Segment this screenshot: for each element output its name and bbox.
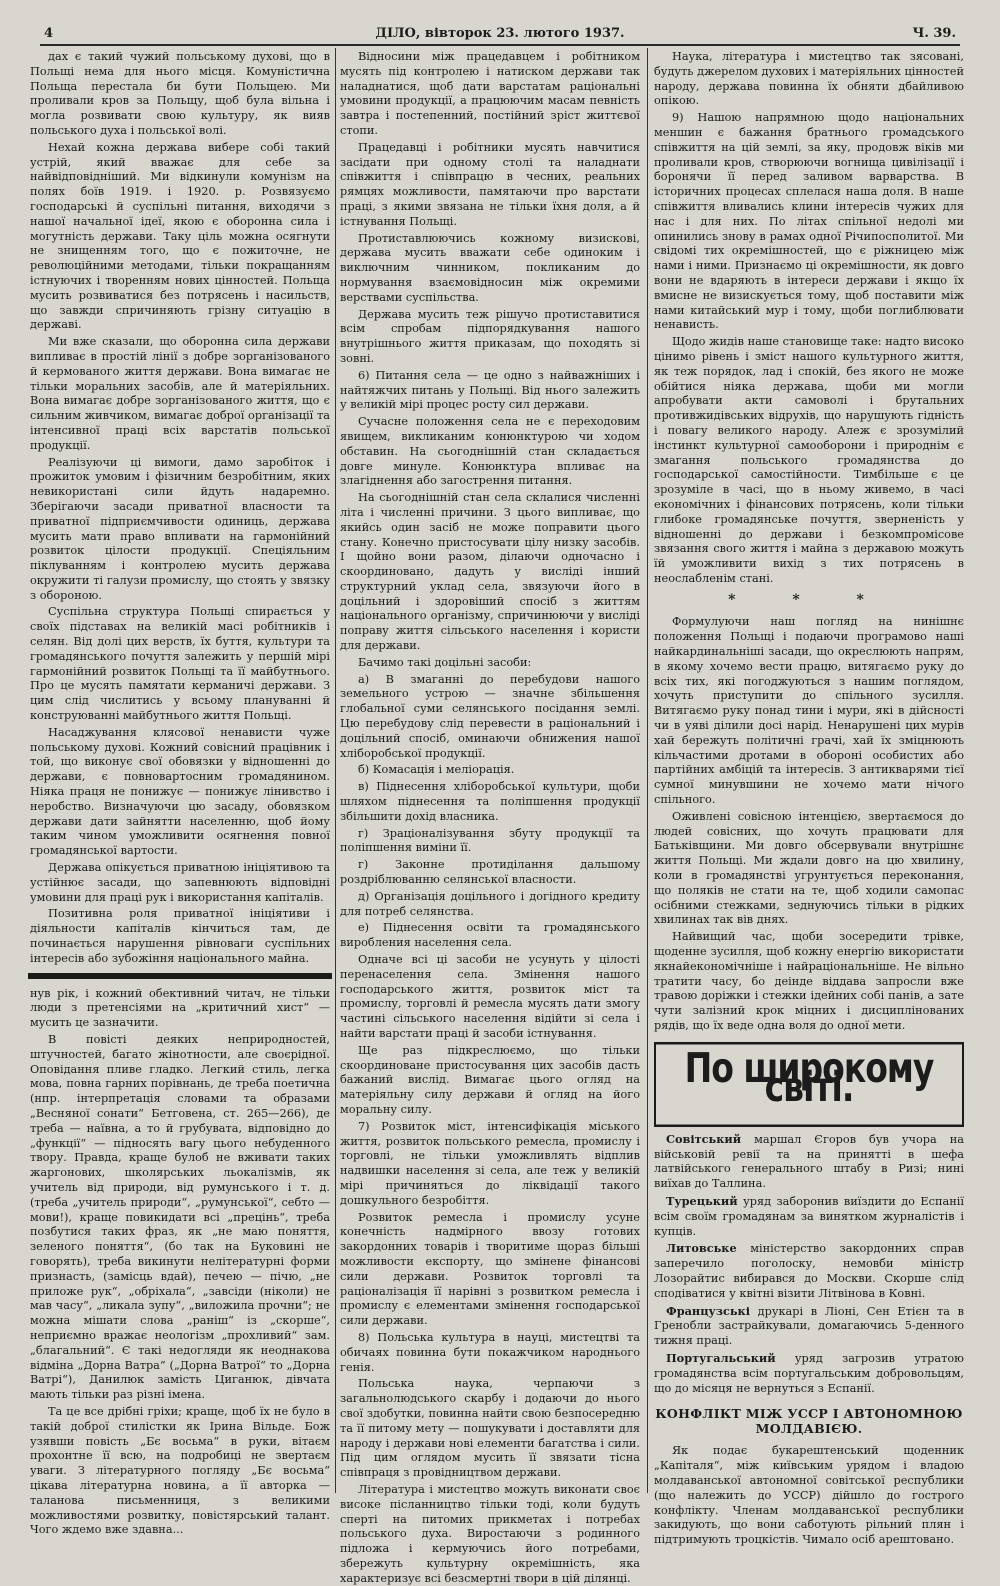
article-paragraph: Позитивна роля приватної ініціятиви і діяльности капіталів кінчиться там, де починається нарушення рівноваги суспільних інтересів або зубожіння національного майна. [30, 907, 330, 965]
issue-number: Ч. 39. [912, 26, 956, 41]
article-paragraph: Ми вже сказали, що оборонна сила держави випливає в простій лінії з добре зорганізованого й кермованого життя держави. Вона вимагає не тільки моральних засобів, але й матеріяльних. Вона вимагає добре зорганізованого життя, що є сильним живчиком, вимагає доброї організації та інтенсивної праці всіх варстатів польської продукції. [30, 335, 330, 452]
article-paragraph: Література і мистецтво можуть виконати своє високе післанництво тільки тоді, коли будуть сперті на питомих прикметах і потребах польського духа. Виростаючи з родинного підложа і кермуючись його потребами, збережуть культурну окремішність, яка характеризує всі безсмертні твори в цій ділянці. [340, 1482, 640, 1585]
article-paragraph: Суспільна структура Польщі спирається у своїх підставах на великій масі робітників і селян. Від долі цих верств, їх буття, культури та громадянського почуття залежить у першій мірі гармонійний розвиток Польщі та її майбутнього. Про це мусять памятати керманичі держави. З цим слід числитись у всьому плануванні й конструюванні майбутнього життя Польщі. [30, 605, 330, 723]
column-divider [335, 48, 336, 1493]
article-paragraph: Працедавці і робітники мусять навчитися засідати при одному столі та наладнати співжиття і співпрацю в чесних, реальних рямцях можливости, памятаючи про варстати праці, з якими звязана не тільки їхня доля, а й істнування Польщі. [340, 140, 640, 228]
column-3 [654, 50, 964, 1547]
news-list [654, 1132, 964, 1397]
article-paragraph: Протиставлюючись кожному визискові, держава мусить вважати себе одиноким і виключним чинником, покликаним до нормування взаємовідносин між окремими верствами суспільства. [340, 231, 640, 304]
list-item: е) Піднесення освіти та громадянського виробления населення села. [340, 921, 640, 950]
article-subheading: КОНФЛІКТ МІЖ УССР І АВТОНОМНОЮ МОЛДАВІЄЮ. [655, 1406, 963, 1437]
article-paragraph: 6) Питання села — це одно з найважніших і найтяжчих питань у Польщі. Від нього залежить у великій мірі процес росту сил держави. [340, 368, 640, 412]
article-paragraph: Бачимо такі доцільні засоби: [358, 655, 532, 669]
list-item: д) Організація доцільного і догідного кредиту для потреб селянства. [340, 889, 640, 918]
news-text: міністерство закордонних справ заперечило поголоску, немовби міністр Лозорайтис вибирався до Москви. Скорше слід сподіватися у квітні візити Літвінова в Ковні. [654, 1242, 964, 1300]
section-stars: * * * [728, 591, 890, 608]
article-paragraph: Польська наука, черпаючи з загальнолюдського скарбу і додаючи до нього свої здобутки, повинна найти свою безпосередню та її питому мету — пошукувати і доставляти для народу і держави нові елементи багатства і сили. Під цим оглядом мусить її звязати тісна співпраця з провідництвом держави. [340, 1377, 640, 1480]
news-text: друкарі в Ліоні, Сен Етієн та в Гренобли застрайкували, домагаючись 5-денного тижня праці. [654, 1304, 964, 1348]
article-paragraph: На сьогоднішній стан села склалися численні літа і численні причини. З цього випливає, що якийсь один засіб не може поправити цього стану. Конечно пристосувати цілу низку засобів. І щойно вони разом, ділаючи одночасно і скоординовано, дадуть у висліді інший структурний уклад села, звязуючи його в доцільний і здоровіший спосіб з життям національного організму, спричинюючи у висліді поправу життя сільського населення і користи для держави. [340, 491, 640, 653]
news-item [654, 1194, 964, 1239]
list-item: г) Законне протиділання дальшому роздріблюванню селянської власности. [340, 858, 640, 887]
article-paragraph: Як подає букарештенський щоденник „Капіталя“, між київським урядом і владою молдаванської автономної совітської республики (що належить до УССР) дійшло до гострого конфлікту. Членам молдаванської республики закидують, що вони саботують рільний плян і підтримують троцкістів. Чимало осіб арештовано. [654, 1444, 964, 1547]
article-paragraph: Держава опікується приватною ініціятивою та устійнює засади, що запевнюють відповідні умовини для праці рук і використання капіталів. [30, 861, 330, 904]
article-paragraph: 7) Розвиток міст, інтенсифікація міського життя, розвиток польського ремесла, промислу і торговлі, не тільки уможливлять відплив надвишки населення зі села, але теж у великій мірі причиняться до ліквідації такого дошкульного безробіття. [340, 1119, 640, 1207]
review-paragraph: Та це все дрібні гріхи; краще, щоб їх не було в такій доброї стилістки як Ірина Вільде. Бож узявши повість „Бє восьма“ в руки, вітаєм прохонтне її всю, на подробиці не звертаєм уваги. З літературного погляду „Бє восьма“ цікава літературна новина, а її авторка — таланова письменниця, з великими можливостями розвитку, повістярський талант. Чого ждемо вже здавна... [30, 1404, 330, 1537]
article-paragraph: Відносини між працедавцем і робітником мусять під контролею і натиском держави так наладнатися, щоб дати варстатам раціональні умовини продукції, а працюючим масам певність завтра і постепенний, постійний зріст життєвої стопи. [340, 50, 640, 137]
article-paragraph: 9) Нашою напрямною щодо національних меншин є бажання братнього громадського співжиття на цій землі, за яку, продовж віків ми проливали кров, створюючи вогнища цивілізації і боронячи її перед заливом варварства. В історичних процесах сплелася наша доля. В наше співжиття вливались клини інтересів чужих для нас і для них. По літах спільної недолі ми опинились знову в рамах одної Річипосполитої. Ми свідомі тих окремішностей, що є ріжницею між нами і ними. Признаємо ці окремішности, як довго вони не вдаряють в інтереси держави і якщо їх вмисне не визискується тому, щоб поставити між нами китайський мур і тому, щоби поглиблювати ненависть. [654, 111, 964, 332]
article-paragraph: Одначе всі ці засоби не усунуть у цілості перенаселення села. Змінення нашого господарського життя, розвиток міст та промислу, торговлі й ремесла мусять дати змогу частині сільського населення відійти зі села і найти варстати праці й засоби істнування. [340, 953, 640, 1040]
news-lead: Португальський [666, 1350, 776, 1365]
review-paragraph: нув рік, і кожний обективний читач, не тільки люди з претенсіями на „критичний хист“ — мусить це зазначити. [30, 986, 330, 1030]
news-text: маршал Єгоров був учора на військовій ревії та на принятті в шефа латвійського генерального штабу в Ризі; нині виїхав до Таллина. [654, 1132, 964, 1191]
article-paragraph: Найвищий час, щоби зосередити трівке, щоденне зусилля, щоб кожну енергію використати якнайекономічніше і найраціональніше. Не вільно тратити часу, бо деінде віддава запросли вже травою доріжки і стежки ідейних собі панів, а зате чути залізний крок міцних і дисциплінованих рядів, що їх веде одна воля до одної мети. [654, 930, 964, 1032]
newspaper-title-date: ДІЛО, вівторок 23. лютого 1937. [375, 26, 625, 41]
news-lead: Совітський [666, 1131, 742, 1146]
review-paragraph: В повісті деяких неприродностей, штучностей, багато жінотности, але своєрідної. Оповідання пливе гладко. Легкий стиль, легка мова, повна гарних порівнань, де треба поетична (нпр. інтерпретація словами та образами „Весняної сонати“ Бетговена, ст. 265—266), де треба — наївна, а то й грубувата, відповідно до „функції“ — підносять вагу цього небуденного твору. Правда, краще булоб не вживати таких жаргонових, школярських льокалізмів, як учитель від природи, від румунського і т. д. (треба „учитель природи“, „румунської“, себто — мови!), краще повикидати всі „прецінь“, треба позбутися таких фраз, як „не маю поняття, зеленого поняття“, (бо так на Буковині не говорять), треба викинути нелітературні форми признасть, (замісць вдай), печею — пічю, „не приложе рук“, „обріхала“, „завсіди (ніколи) не мав часу“, „ликала зупу“, „виложила прочни“; не можна мішати слова „раніш“ із „скорше“, неприємно вражає неологізм „прохливий“ зам. „благальний“. Є такі недогляди як неоднакова відміна „Дорна Ватра“ („Дорна Ватрої“ то „Дорна Ватрі“), Данилюк замість Циганюк, дівчата мають тільки раз різні імена. [30, 1033, 330, 1402]
article-paragraph: 8) Польська культура в науці, мистецтві та обичаях повинна бути покажчиком народнього генія. [340, 1330, 640, 1374]
news-text: уряд загрозив утратою громадянства всім португальським добровольцям, що до місяця не вернуться з Еспанії. [654, 1351, 964, 1395]
article-paragraph: Нехай кожна держава вибере собі такий устрій, який вважає для себе за найвідповідніший. Ми відкинули комунізм на полях боїв 1919. і 1920. р. Розвязуємо господарські й суспільні питання, виходячи з нашої начальної ідеї, якою є оборонна сила і могутність держави. Таку ціль можна осягнути не знищенням того, що є пожиточне, не революційними методами, тільки покращанням істнуючих і творенням нових цінностей. Польща мусить розвиватися без потрясень і насильств, що завжди спричиняють грізну ситуацію в державі. [30, 140, 330, 332]
news-text: уряд заборонив виїздити до Еспанії всім своїм громадянам за винятком журналістів і купців. [654, 1194, 964, 1238]
page-number: 4 [44, 26, 54, 41]
article-paragraph: Ще раз підкреслюємо, що тільки скоординоване пристосування цих засобів дасть бажаний вислід. Вимагає цього огляд на матеріяльну силу держави й огляд на його моральну силу. [340, 1043, 640, 1116]
article-paragraph: Наука, література і мистецтво так зясовані, будуть джерелом духових і матеріяльних цінностей народу, держава повинна їх обняти дбайливою опікою. [654, 50, 964, 108]
news-item [654, 1241, 964, 1301]
list-item: а) В змаганні до перебудови нашого земельного устрою — значне збільшення глобальної суми селянського посідання землі. Цю перебудову слід перевести в раціональний і доцільний спосіб, оминаючи обнижения нашої хліборобської продукції. [340, 672, 640, 760]
article-paragraph: Щодо жидів наше становище таке: надто високо цінимо рівень і зміст нашого культурного життя, як теж порядок, лад і спокій, без якого не може обійтися ніяка держава, щоби ми могли апробувати акти самоволі і брутальних противжидівських відрухів, що нарушують гідність і повагу великого народу. Алеж є зрозумілий інстинкт культурної самооборони і природнім є змагання польського громадянства до господарської самостійности. Тимбільше є це зрозуміле в часі, що в ньому живемо, в часі економічних і фінансових потрясень, коли тільки глибоке громадянське почуття, зверненість у відношенні до держави і безкомпромісове звязання свого життя і майна з державою можуть їй уможливити вихід з тих потрясень в неослабленім стані. [654, 335, 964, 585]
news-lead: Французські [666, 1303, 750, 1318]
masthead [40, 24, 960, 46]
article-paragraph: Оживлені совісною інтенцією, звертаємося до людей совісних, що хочуть працювати для Батьківщини. Ми довго обсервували внутрішнє життя Польщі. Ми ждали довго на цю хвилину, коли в громадянстві угрунтується переконання, що поляків не стати на те, щоб ходили самопас осібними стежками, зеднуючись тільки в рідких хвилинах так вів днях. [654, 809, 964, 927]
list-item: в) Піднесення хліборобської культури, щоби шляхом піднесення та поліпшення продукції збільшити дохід власника. [340, 780, 640, 823]
article-paragraph: Сучасне положення села не є переходовим явищем, викликаним конюнктурою чи ходом обставин. На сьогоднішній стан складається довге минуле. Конюнктура впливає на злагіднення або загострення питання. [340, 415, 640, 488]
list-item: б) Комасація і меліорація. [358, 763, 515, 777]
news-item [654, 1132, 964, 1192]
news-section-title: По широкому світі. [654, 1042, 964, 1127]
news-lead: Турецький [666, 1193, 738, 1208]
news-item [654, 1304, 964, 1349]
news-item [654, 1351, 964, 1396]
column-divider [647, 48, 648, 1493]
article-paragraph: дах є такий чужий польському духові, що в Польщі нема для нього місця. Комуністична Польща перестала би бути Польщею. Ми проливали кров за Польщу, щоб була вільна і могла розвивати свою культуру, як вияв польського духа і польської волі. [30, 50, 330, 137]
article-paragraph: Реалізуючи ці вимоги, дамо заробіток і прожиток умовим і фізичним безробітним, яких невикористані сили йдуть надаремно. Зберігаючи засади приватної власности та приватної підприємчивости одиниць, держава мусить мати право впливати на гармонійний розвиток цілости продукції. Спеціяльним піклуванням і контролею мусить держава окружити ті галузи промислу, що стоять у звязку з обороною. [30, 455, 330, 602]
news-lead: Литовське [666, 1241, 737, 1256]
section-separator-bar [28, 973, 332, 979]
article-paragraph: Держава мусить теж рішучо протиставитися всім спробам підпорядкування нашого внутрішнього життя приказам, що походять зі зовні. [340, 307, 640, 365]
article-paragraph: Формулуючи наш погляд на нинішнє положення Польщі і подаючи програмово наші найкардинальніші засади, що окреслюють напрям, в якому хочемо вести працю, витягаємо руку до всіх тих, які погоджуються з нашим поглядом, хочуть приступити до спільного зусилля. Витягаємо руку понад тини і мури, які в дійсності чи в уяві ділили досі нарід. Ненарушені цих мурів хай бережуть політичні грачі, хай їх зміцнюють кільчастими дротами в обороні особистих або партійних амбіцій та інтересів. З антикварями тієї сумної минувшини не хочемо мати нічого спільного. [654, 615, 964, 807]
column-2 [340, 50, 640, 1585]
list-item: г) Зраціоналізування збуту продукції та поліпшення виміни її. [340, 826, 640, 855]
article-paragraph: Насаджування клясової ненависти чуже польському духові. Кожний совісний працівник і той, що виконує свої обовязки у відношенні до держави, є повновартосним громадянином. Ніяка праця не понижує — понижує лінивство і неробство. Визначуючи цю засаду, обовязком держави дати зайнятти населенню, щоб йому таким чином уможливити осягнення повної громадянської вартости. [30, 725, 330, 858]
article-paragraph: Розвиток ремесла і промислу усуне конечність надмірного ввозу готових закордонних товарів і творитиме щораз більші можливости експорту, що змінене фінансові сили держави. Розвиток торговлі та раціоналізація її нарівні з розвитком ремесла і промислу є елементами змінення господарської сили держави. [340, 1210, 640, 1328]
column-1 [30, 50, 330, 1537]
